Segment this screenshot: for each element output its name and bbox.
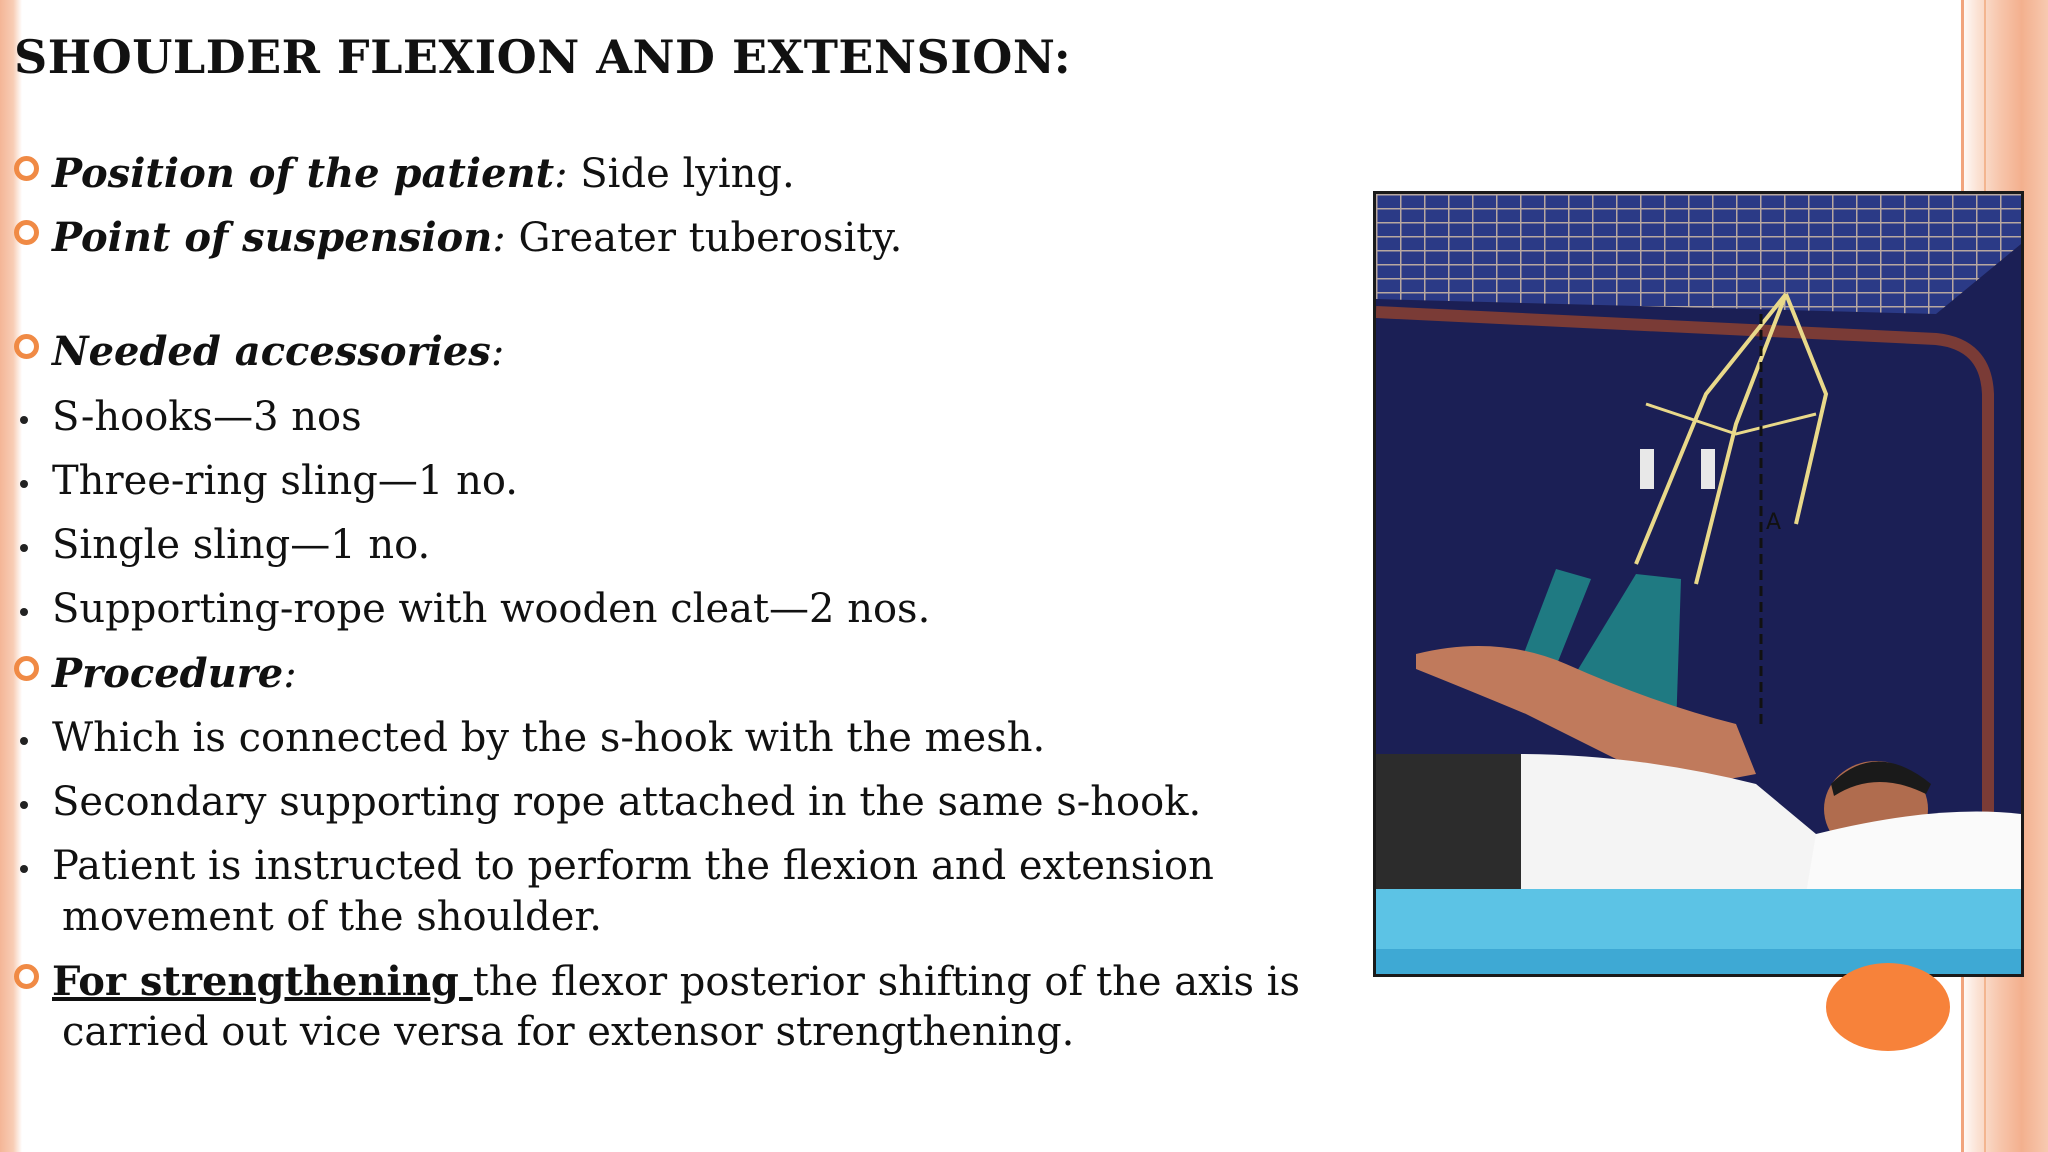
suspension-label: Point of suspension [52, 214, 493, 261]
suspension-value: Greater tuberosity. [518, 215, 903, 261]
orange-ring-bullet-icon [14, 156, 39, 181]
strengthening-label: For strengthening [52, 958, 473, 1005]
orange-ring-bullet-icon [14, 656, 39, 681]
bullet-dot-icon [20, 801, 28, 809]
accessory-item: Three-ring sling—1 no. [52, 458, 518, 504]
procedure-item: Patient is instructed to perform the flexion and extension [52, 843, 1214, 889]
accessory-item: Supporting-rope with wooden cleat—2 nos. [52, 586, 931, 632]
accessory-item: S-hooks—3 nos [52, 394, 362, 440]
bullet-dot-icon [20, 416, 28, 424]
suspension-text: Point of suspension: Greater tuberosity. [52, 214, 903, 261]
orange-accent-circle [1826, 963, 1950, 1051]
suspension-therapy-photo [1373, 191, 2024, 977]
photo-illustration [1376, 194, 2021, 974]
slide-title: SHOULDER FLEXION AND EXTENSION: [14, 30, 1072, 84]
position-value: Side lying. [580, 151, 795, 197]
figure-label: A [1766, 510, 1782, 535]
strengthening-line1: the flexor posterior shifting of the axis is [472, 959, 1300, 1005]
procedure-item: Secondary supporting rope attached in the same s-hook. [52, 779, 1202, 825]
procedure-heading: Procedure: [52, 650, 297, 697]
procedure-label: Procedure [52, 650, 284, 697]
bullet-dot-icon [20, 480, 28, 488]
orange-ring-bullet-icon [14, 220, 39, 245]
orange-ring-bullet-icon [14, 964, 39, 989]
bullet-dot-icon [20, 737, 28, 745]
orange-ring-bullet-icon [14, 334, 39, 359]
bullet-dot-icon [20, 544, 28, 552]
bullet-dot-icon [20, 865, 28, 873]
accessory-item: Single sling—1 no. [52, 522, 431, 568]
position-label: Position of the patient [52, 150, 555, 197]
strengthening-line2: carried out vice versa for extensor strengthening. [62, 1009, 1075, 1055]
accessories-label: Needed accessories [52, 328, 491, 375]
position-text: Position of the patient: Side lying. [52, 150, 795, 197]
procedure-continuation: movement of the shoulder. [62, 894, 602, 940]
procedure-item: Which is connected by the s-hook with the mesh. [52, 715, 1046, 761]
strengthening-text [52, 958, 1300, 1005]
accessories-heading: Needed accessories: [52, 328, 505, 375]
bullet-dot-icon [20, 608, 28, 616]
